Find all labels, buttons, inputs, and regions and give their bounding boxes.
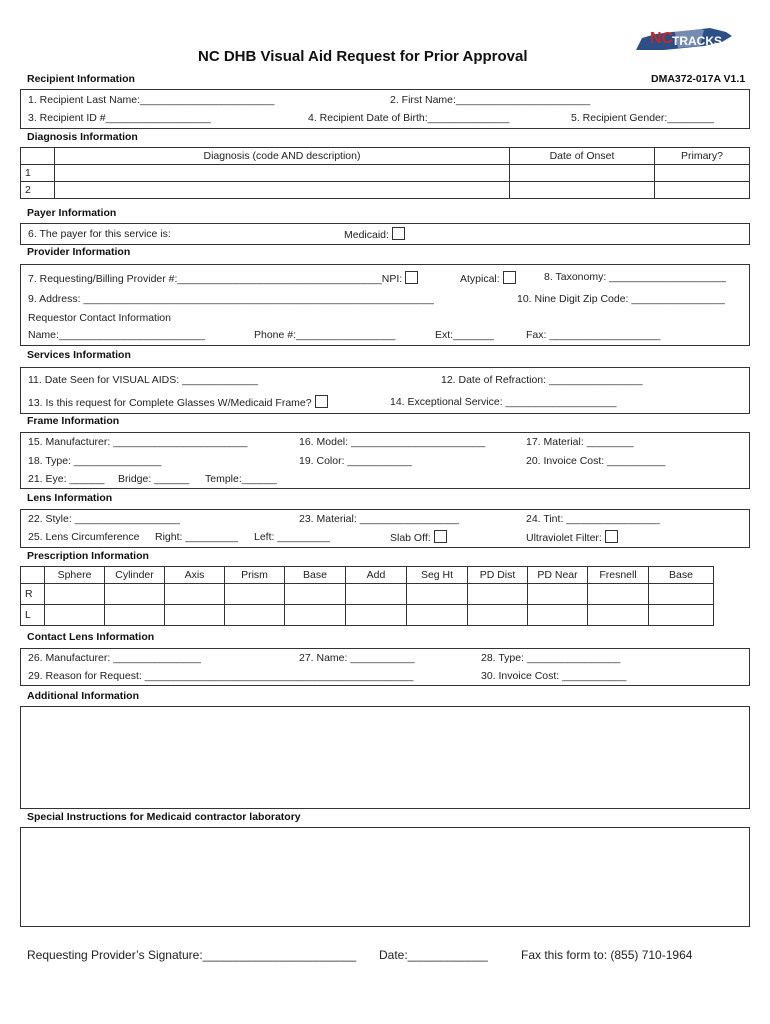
rx-cell[interactable] [588,605,649,626]
lens-left-field[interactable]: Left: _________ [254,531,330,543]
frame-invoice-field[interactable]: 20. Invoice Cost: __________ [526,455,666,467]
frame-bridge-field[interactable]: Bridge: ______ [118,473,190,485]
rx-cell[interactable] [45,605,105,626]
complete-glasses-option [28,395,328,409]
zip-code-field[interactable]: 10. Nine Digit Zip Code: ________________ [517,293,725,305]
exceptional-service-field[interactable]: 14. Exceptional Service: ___________________ [390,396,617,408]
recipient-first-name-field[interactable]: 2. First Name:_______________________ [390,94,591,106]
rx-cell[interactable] [407,605,468,626]
diagnosis-row-num: 2 [21,182,55,199]
npi-checkbox[interactable] [405,271,418,284]
diagnosis-col-onset: Date of Onset [510,148,655,165]
frame-type-field[interactable]: 18. Type: _______________ [28,455,162,467]
atypical-checkbox[interactable] [503,271,516,284]
contact-ext-field[interactable]: Ext:_______ [435,329,494,341]
complete-glasses-checkbox[interactable] [315,395,328,408]
rx-cell[interactable] [346,584,407,605]
frame-heading: Frame Information [27,415,120,427]
rx-row-label: L [21,605,45,626]
rx-cell[interactable] [165,605,225,626]
rx-cell[interactable] [468,584,528,605]
contact-phone-field[interactable]: Phone #:_________________ [254,329,396,341]
rx-cell[interactable] [285,605,346,626]
medicaid-label: Medicaid: [344,229,389,241]
diagnosis-table [20,147,750,199]
rx-cell[interactable] [649,584,714,605]
frame-model-field[interactable]: 16. Model: _______________________ [299,436,486,448]
rx-col-seg-ht: Seg Ht [407,567,468,584]
frame-color-field[interactable]: 19. Color: ___________ [299,455,412,467]
payer-heading: Payer Information [27,207,117,219]
contact-fax-field[interactable]: Fax: ___________________ [526,329,661,341]
rx-cell[interactable] [588,584,649,605]
frame-temple-field[interactable]: Temple:______ [205,473,277,485]
lens-material-field[interactable]: 23. Material: _________________ [299,513,459,525]
taxonomy-field[interactable]: 8. Taxonomy: ____________________ [544,271,726,283]
date-refraction-field[interactable]: 12. Date of Refraction: ________________ [441,374,643,386]
table-row [21,165,750,182]
recipient-last-name-field[interactable]: 1. Recipient Last Name:_______________________ [28,94,275,106]
slab-off-label: Slab Off: [390,532,431,544]
address-field[interactable]: 9. Address: ____________________________________________________________ [28,293,434,305]
additional-heading: Additional Information [27,690,139,702]
lens-tint-field[interactable]: 24. Tint: ________________ [526,513,660,525]
recipient-dob-field[interactable]: 4. Recipient Date of Birth:______________ [308,112,510,124]
recipient-gender-field[interactable]: 5. Recipient Gender:________ [571,112,715,124]
rx-cell[interactable] [165,584,225,605]
rx-cell[interactable] [468,605,528,626]
rx-row-label: R [21,584,45,605]
special-instructions-heading: Special Instructions for Medicaid contractor laboratory [27,811,301,823]
rx-cell[interactable] [225,584,285,605]
payer-field: 6. The payer for this service is: [28,228,171,240]
atypical-option [460,271,516,285]
lens-right-field[interactable]: Right: _________ [155,531,238,543]
diagnosis-desc-cell[interactable] [55,165,510,182]
billing-provider-field[interactable]: 7. Requesting/Billing Provider #:___________________________________NPI: [28,273,403,285]
rx-cell[interactable] [407,584,468,605]
rx-cell[interactable] [45,584,105,605]
additional-info-textarea[interactable] [20,706,750,809]
cl-invoice-field[interactable]: 30. Invoice Cost: ___________ [481,670,627,682]
cl-reason-field[interactable]: 29. Reason for Request: ______________________________________________ [28,670,414,682]
rx-cell[interactable] [225,605,285,626]
rx-col-axis: Axis [165,567,225,584]
contact-lens-heading: Contact Lens Information [27,631,155,643]
rx-cell[interactable] [285,584,346,605]
form-id: DMA372-017A V1.1 [651,73,746,85]
uv-filter-label: Ultraviolet Filter: [526,532,602,544]
contact-name-field[interactable]: Name:_________________________ [28,329,205,341]
medicaid-option [344,227,405,241]
rx-cell[interactable] [649,605,714,626]
atypical-label: Atypical: [460,273,500,285]
table-row [21,605,714,626]
rx-cell[interactable] [528,584,588,605]
billing-provider-npi [28,271,418,285]
diagnosis-col-primary: Primary? [655,148,750,165]
diagnosis-heading: Diagnosis Information [27,131,138,143]
date-seen-field[interactable]: 11. Date Seen for VISUAL AIDS: _____________ [28,374,258,386]
recipient-heading: Recipient Information [27,73,135,85]
frame-manufacturer-field[interactable]: 15. Manufacturer: _______________________ [28,436,248,448]
rx-col-base: Base [285,567,346,584]
services-heading: Services Information [27,349,131,361]
complete-glasses-label: 13. Is this request for Complete Glasses W/Medicaid Frame? [28,397,312,409]
lens-style-field[interactable]: 22. Style: __________________ [28,513,180,525]
cl-name-field[interactable]: 27. Name: ___________ [299,652,415,664]
rx-cell[interactable] [105,605,165,626]
rx-col-sphere: Sphere [45,567,105,584]
rx-cell[interactable] [105,584,165,605]
slab-off-checkbox[interactable] [434,530,447,543]
nctracks-logo [634,24,734,56]
recipient-id-field[interactable]: 3. Recipient ID #__________________ [28,112,211,124]
cl-manufacturer-field[interactable]: 26. Manufacturer: _______________ [28,652,201,664]
special-instructions-textarea[interactable] [20,827,750,927]
slab-off-option [390,530,447,544]
rx-col-pd-near: PD Near [528,567,588,584]
rx-cell[interactable] [528,605,588,626]
page-title: NC DHB Visual Aid Request for Prior Approval [198,48,528,65]
rx-col-cylinder: Cylinder [105,567,165,584]
diagnosis-desc-cell[interactable] [55,182,510,199]
signature-date-field[interactable]: Date:____________ [379,948,488,962]
rx-col-pd-dist: PD Dist [468,567,528,584]
lens-circumference-label: 25. Lens Circumference [28,531,140,543]
prescription-table [20,566,714,626]
fax-instructions: Fax this form to: (855) 710-1964 [521,948,693,962]
uv-filter-option [526,530,618,544]
rx-col-add: Add [346,567,407,584]
rx-cell[interactable] [346,605,407,626]
frame-eye-field[interactable]: 21. Eye: ______ [28,473,105,485]
prescription-heading: Prescription Information [27,550,149,562]
diagnosis-onset-cell[interactable] [510,165,655,182]
lens-heading: Lens Information [27,492,113,504]
requestor-contact-label: Requestor Contact Information [28,312,171,324]
medicaid-checkbox[interactable] [392,227,405,240]
table-row [21,584,714,605]
rx-col-base-2: Base [649,567,714,584]
cl-type-field[interactable]: 28. Type: ________________ [481,652,621,664]
uv-filter-checkbox[interactable] [605,530,618,543]
diagnosis-row-num: 1 [21,165,55,182]
diagnosis-primary-cell[interactable] [655,165,750,182]
provider-heading: Provider Information [27,246,131,258]
rx-col-prism: Prism [225,567,285,584]
frame-material-field[interactable]: 17. Material: ________ [526,436,634,448]
diagnosis-col-desc: Diagnosis (code AND description) [55,148,510,165]
logo-nc-text: NC [650,30,674,47]
rx-col-fresnell: Fresnell [588,567,649,584]
diagnosis-onset-cell[interactable] [510,182,655,199]
table-row [21,182,750,199]
diagnosis-primary-cell[interactable] [655,182,750,199]
logo-tracks-text: TRACKS [672,34,722,48]
signature-field[interactable]: Requesting Provider’s Signature:_______________________ [27,948,357,962]
